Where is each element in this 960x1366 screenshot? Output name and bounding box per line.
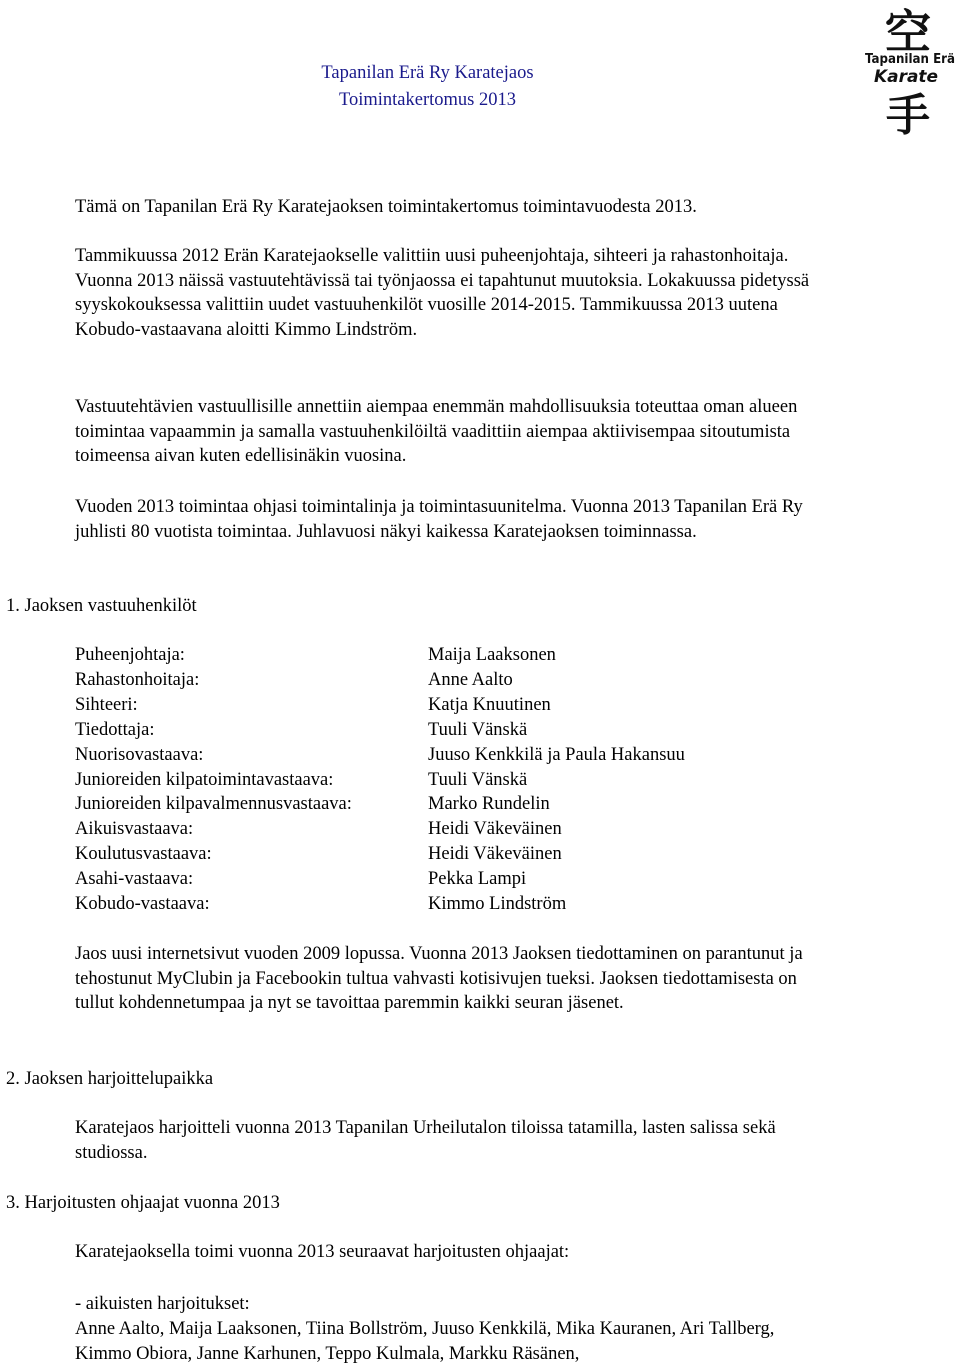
role-row: [75, 768, 685, 793]
role-row: [75, 668, 685, 693]
paragraph-instructors-intro: Karatejaoksella toimi vuonna 2013 seuraavat harjoitusten ohjaajat:: [75, 1242, 570, 1262]
section-heading-1: 1. Jaoksen vastuuhenkilöt: [6, 596, 197, 616]
role-label: Asahi-vastaava:: [75, 869, 194, 890]
role-row: [75, 643, 685, 668]
role-row: [75, 792, 685, 817]
role-person: Marko Rundelin: [428, 794, 550, 815]
role-label: Nuorisovastaava:: [75, 744, 204, 765]
role-row: [75, 693, 685, 718]
organization-name: Tapanilan Erä Ry Karatejaos: [321, 63, 534, 83]
logo-kanji-top: 空: [885, 5, 931, 59]
role-row: [75, 842, 685, 867]
logo-kanji-bottom: 手: [886, 90, 930, 140]
role-person: Kimmo Lindström: [428, 894, 567, 915]
paragraph-responsibilities: Vastuutehtävien vastuullisille annettiin aiempaa enemmän mahdollisuuksia toteuttaa oman alueen toimintaa vapaammin ja samalla vastuuhenkilöiltä vaadittiin aiempaa aktiivisempaa sitoutumista toimeensa aivan kuten edellisinäkin vuosina.: [75, 397, 798, 467]
paragraph-training-venue: Karatejaos harjoitteli vuonna 2013 Tapanilan Urheilutalon tiloissa tatamilla, lasten salissa sekä studiossa.: [75, 1118, 776, 1163]
role-person: Maija Laaksonen: [428, 645, 556, 665]
section-heading-3: 3. Harjoitusten ohjaajat vuonna 2013: [6, 1193, 280, 1213]
responsibility-list: [75, 643, 685, 917]
role-label: Aikuisvastaava:: [75, 819, 194, 840]
document-header: [0, 60, 855, 114]
role-person: Heidi Väkeväinen: [428, 819, 562, 840]
role-person: Katja Knuutinen: [428, 694, 551, 715]
role-label: Rahastonhoitaja:: [75, 669, 200, 690]
role-person: Pekka Lampi: [428, 869, 527, 890]
paragraph-anniversary: Vuoden 2013 toimintaa ohjasi toimintalinja ja toimintasuunitelma. Vuonna 2013 Tapanilan Erä Ry juhlisti 80 vuotista toimintaa. Juhlavuosi näkyi kaikessa Karatejaoksen toiminnassa.: [75, 497, 803, 542]
role-label: Koulutusvastaava:: [75, 844, 212, 865]
role-label: Junioreiden kilpatoimintavastaava:: [75, 769, 334, 790]
role-person: Tuuli Vänskä: [428, 769, 528, 790]
role-label: Tiedottaja:: [75, 719, 155, 740]
role-label: Sihteeri:: [75, 694, 138, 715]
role-row: [75, 817, 685, 842]
role-row: [75, 892, 685, 917]
role-row: [75, 867, 685, 892]
paragraph-communications: Jaos uusi internetsivut vuoden 2009 lopussa. Vuonna 2013 Jaoksen tiedottaminen on parantunut ja tehostunut MyClubin ja Facebookin tultua vahvasti kotisivujen tueksi. Jaoksen tiedottamisesta on tullut kohdennetumpaa ja nyt se tavoittaa paremmin kaikki seuran jäsenet.: [75, 944, 803, 1014]
section-heading-2: 2. Jaoksen harjoittelupaikka: [6, 1069, 214, 1089]
role-person: Anne Aalto: [428, 669, 513, 690]
club-logo: [862, 0, 960, 140]
document-title: Toimintakertomus 2013: [338, 90, 516, 110]
role-row: [75, 743, 685, 768]
role-label: Puheenjohtaja:: [75, 645, 185, 665]
logo-text-line2: Karate: [874, 67, 938, 87]
instructors-group-label: - aikuisten harjoitukset:: [75, 1294, 250, 1314]
logo-text-line1: Tapanilan Erä: [865, 52, 955, 67]
role-label: Junioreiden kilpavalmennusvastaava:: [75, 794, 352, 815]
role-person: Juuso Kenkkilä ja Paula Hakansuu: [428, 744, 685, 765]
role-row: [75, 718, 685, 743]
role-person: Heidi Väkeväinen: [428, 844, 562, 865]
paragraph-board-changes: Tammikuussa 2012 Erän Karatejaokselle valittiin uusi puheenjohtaja, sihteeri ja rahastonhoitaja. Vuonna 2013 näissä vastuutehtävissä tai työnjaossa ei tapahtunut muutoksia. Lokakuussa pidetyssä syyskokouksessa valittiin uudet vastuuhenkilöt vuosille 2014-2015. Tammikuussa 2013 uutena Kobudo-vastaavana aloitti Kimmo Lindström.: [75, 246, 810, 340]
role-person: Tuuli Vänskä: [428, 719, 528, 740]
intro-paragraph: Tämä on Tapanilan Erä Ry Karatejaoksen toimintakertomus toimintavuodesta 2013.: [75, 197, 697, 217]
instructors-adult-names: Anne Aalto, Maija Laaksonen, Tiina Bollström, Juuso Kenkkilä, Mika Kauranen, Ari Tallberg, Kimmo Obiora, Janne Karhunen, Teppo Kulmala, Markku Räsänen,: [75, 1319, 775, 1364]
role-label: Kobudo-vastaava:: [75, 894, 210, 915]
